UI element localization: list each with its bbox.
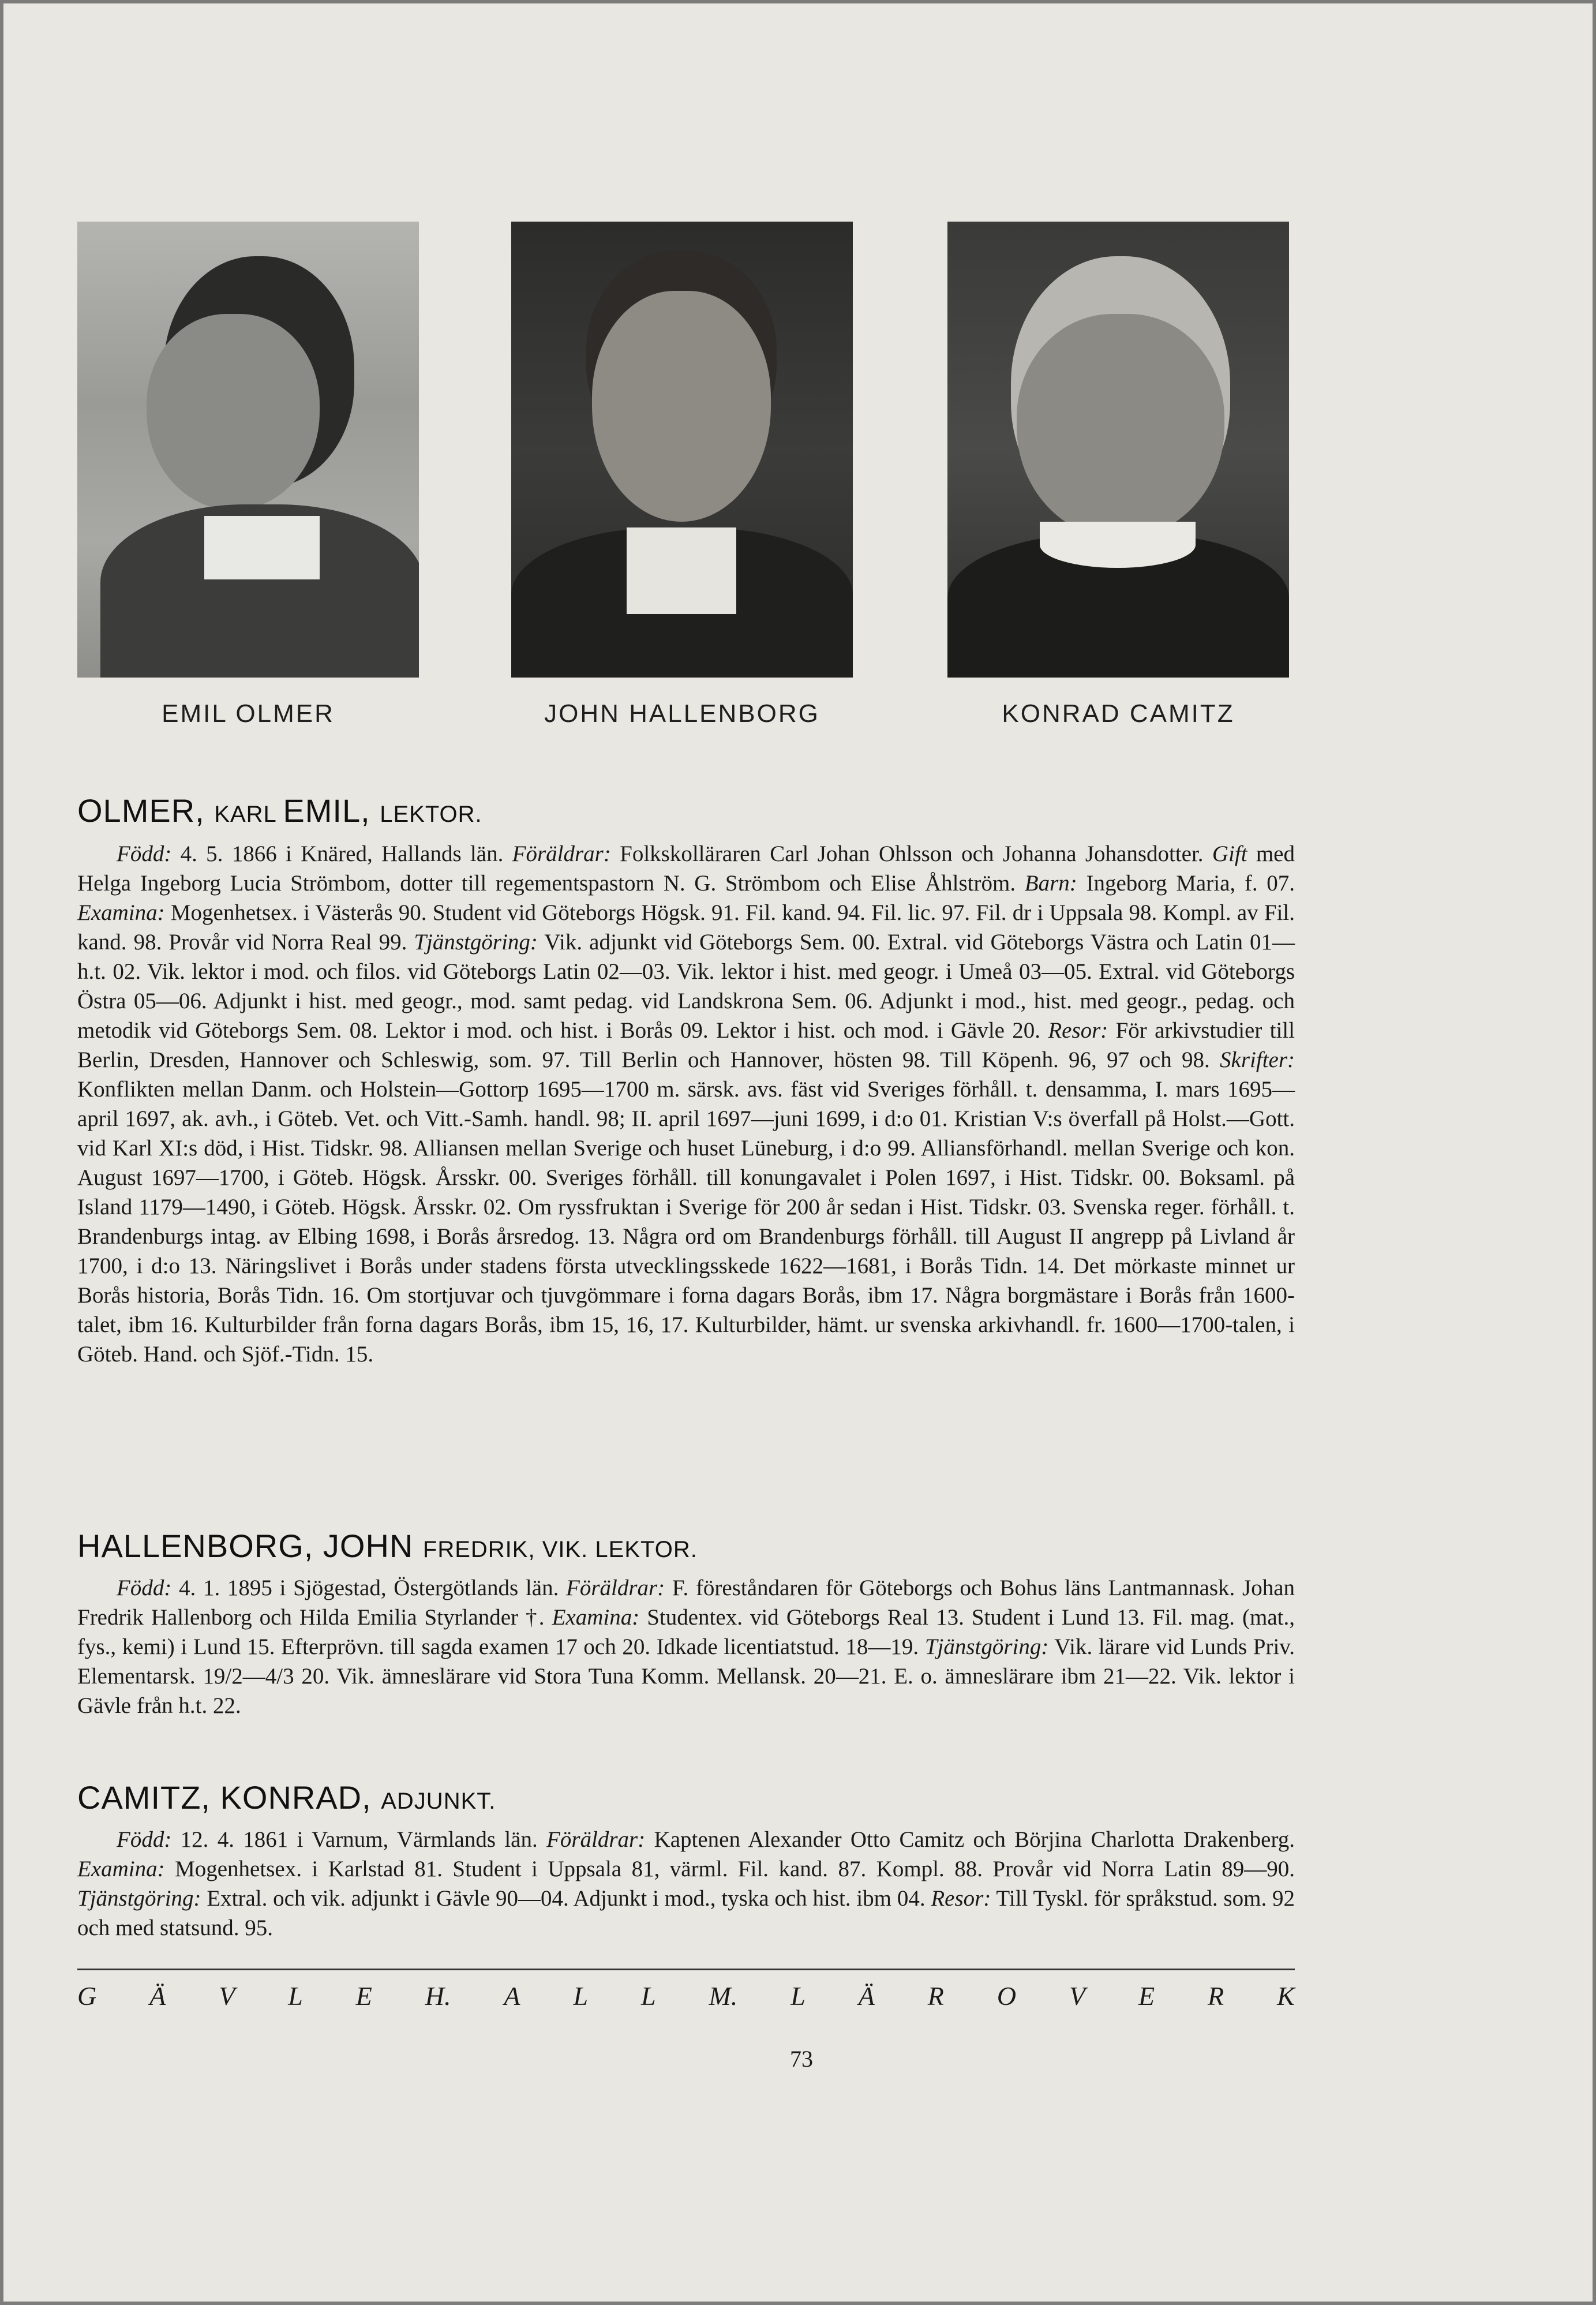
entry-body (77, 1825, 1295, 1943)
field-text: Vik. adjunkt vid Göteborgs Sem. 00. Extral. vid Göteborgs Västra och Latin 01—h.t. 02. Vik. lektor i mod. och filos. vid Göteborgs Latin 02—03. Vik. lektor i hist. med geogr. i Umeå 03—05. Extral. vid Göteborgs Östra 05—06. Adjunkt i hist. med geogr., mod. samt pedag. vid Landskrona Sem. 06. Adjunkt i mod., hist. med geogr., pedag. och metodik vid Göteborgs Sem. 08. Lektor i mod. och hist. i Borås 09. Lektor i hist. och mod. i Gävle 20. (77, 930, 1295, 1043)
field-label: Tjänstgöring: (924, 1634, 1049, 1659)
field-label: Skrifter: (1220, 1047, 1295, 1072)
field-label: Född: (117, 1576, 172, 1600)
footer-letter: O (996, 1981, 1017, 2011)
footer-letter: M. (709, 1981, 738, 2011)
footer-letter: E (355, 1981, 372, 2011)
field-text: 4. 5. 1866 i Knäred, Hallands län. (171, 841, 512, 866)
footer-letter: L (640, 1981, 656, 2011)
footer-letter: A (504, 1981, 520, 2011)
portrait-photo-camitz (947, 222, 1289, 678)
entry-body (77, 1573, 1295, 1720)
field-label: Tjänstgöring: (414, 930, 538, 955)
field-text: Kaptenen Alexander Otto Camitz och Börjina Charlotta Drakenberg. (645, 1827, 1295, 1852)
field-text: Till Tyskl. för språkstud. som. 92 och med statsund. 95. (77, 1886, 1295, 1940)
field-text: Vik. lärare vid Lunds Priv. Elementarsk. 19/2—4/3 20. Vik. ämneslärare vid Stora Tuna Komm. Mellansk. 20—21. E. o. ämneslärare ibm 21—22. Vik. lektor i Gävle från h.t. 22. (77, 1634, 1295, 1718)
field-label: Föräldrar: (566, 1576, 665, 1600)
field-text: F. föreståndaren för Göteborgs och Bohus läns Lantmannask. Johan Fredrik Hallenborg och Hilda Emilia Styrlander †. (77, 1576, 1295, 1630)
field-text: Studentex. vid Göteborgs Real 13. Student i Lund 13. Fil. mag. (mat., fys., kemi) i Lund 15. Efterprövn. till sagda examen 17 och 20. Idkade licentiatstud. 18—19. (77, 1605, 1295, 1659)
footer-letter: V (1069, 1981, 1086, 2011)
field-label: Föräldrar: (512, 841, 611, 866)
footer-letter: K (1277, 1981, 1295, 2011)
footer-letter: L (573, 1981, 589, 2011)
field-text: Extral. och vik. adjunkt i Gävle 90—04. Adjunkt i mod., tyska och hist. ibm 04. (201, 1886, 931, 1911)
field-text: Folkskolläraren Carl Johan Ohlsson och Johanna Johansdotter. (610, 841, 1212, 866)
field-label: Barn: (1024, 871, 1077, 896)
field-label: Född: (117, 841, 172, 866)
field-text: 4. 1. 1895 i Sjögestad, Östergötlands län. (171, 1576, 567, 1600)
footer-letter: H. (425, 1981, 451, 2011)
entry-body (77, 839, 1295, 1369)
field-label: Examina: (77, 1857, 165, 1881)
photo-caption: JOHN HALLENBORG (544, 699, 820, 728)
photo-caption: EMIL OLMER (162, 699, 335, 728)
portrait-photo-olmer (77, 222, 419, 678)
running-footer (77, 1981, 1295, 2011)
footer-letter: Ä (858, 1981, 875, 2011)
portrait-photo-hallenborg (511, 222, 853, 678)
footer-rule (77, 1969, 1295, 1970)
entry-heading: HALLENBORG, JOHN FREDRIK, VIK. LEKTOR. (77, 1528, 698, 1564)
field-text: För arkivstudier till Berlin, Dresden, Hannover och Schleswig, som. 97. Till Berlin och Hannover, hösten 98. Till Köpenh. 96, 97 och 98. (77, 1018, 1295, 1072)
footer-letter: V (219, 1981, 235, 2011)
footer-letter: L (790, 1981, 806, 2011)
field-label: Examina: (552, 1605, 640, 1630)
page-number: 73 (790, 2046, 813, 2072)
field-label: Examina: (77, 900, 165, 925)
footer-letter: R (927, 1981, 944, 2011)
field-label: Resor: (1048, 1018, 1108, 1043)
field-label: Tjänstgöring: (77, 1886, 201, 1911)
field-label: Född: (117, 1827, 172, 1852)
entry-heading: CAMITZ, KONRAD, ADJUNKT. (77, 1779, 496, 1816)
field-text: med Helga Ingeborg Lucia Strömbom, dotter till regementspastorn N. G. Strömbom och Elise Åhlström. (77, 841, 1295, 896)
footer-letter: E (1138, 1981, 1155, 2011)
footer-letter: R (1208, 1981, 1224, 2011)
field-label: Resor: (931, 1886, 991, 1911)
field-text: Mogenhetsex. i Karlstad 81. Student i Uppsala 81, värml. Fil. kand. 87. Kompl. 88. Provår vid Norra Latin 89—90. (164, 1857, 1295, 1881)
field-label: Gift (1212, 841, 1247, 866)
footer-letter: L (288, 1981, 303, 2011)
footer-letter: G (77, 1981, 97, 2011)
field-text: Konflikten mellan Danm. och Holstein—Gottorp 1695—1700 m. särsk. avs. fäst vid Sveriges förhåll. t. densamma, I. mars 1695—april 1697, ak. avh., i Göteb. Vet. och Vitt.-Samh. handl. 98; II. april 1697—juni 1699, i d:o 01. Kristian V:s överfall på Holst.—Gott. vid Karl XI:s död, i Hist. Tidskr. 98. Alliansen mellan Sverige och huset Lüneburg, i d:o 99. Alliansförhandl. mellan Sverige och kon. August 1697—1700, i Göteb. Högsk. Årsskr. 00. Sveriges förhåll. till konungavalet i Polen 1697, i Hist. Tidskr. 00. Boksaml. på Island 1179—1490, i Göteb. Högsk. Årsskr. 02. Om ryssfruktan i Sverige för 200 år sedan i Hist. Tidskr. 03. Svenska reger. förhåll. t. Brandenburgs intag. av Elbing 1698, i Borås årsredog. 13. Några ord om Brandenburgs förhåll. till August II angrepp på Livland år 1700, i d:o 13. Näringslivet i Borås under stadens första utvecklingsskede 1622—1681, i Borås Tidn. 14. Det mörkaste minnet ur Borås historia, Borås Tidn. 16. Om stortjuvar och tjuvgömmare i forna dagars Borås, ibm 17. Några borgmästare i Borås från 1600-talet, ibm 16. Kulturbilder från forna dagars Borås, ibm 15, 16, 17. Kulturbilder, hämt. ur svenska arkivhandl. fr. 1600—1700-talen, i Göteb. Hand. och Sjöf.-Tidn. 15. (77, 1077, 1295, 1367)
entry-heading: OLMER, KARL EMIL, LEKTOR. (77, 792, 482, 829)
photo-caption: KONRAD CAMITZ (1002, 699, 1235, 728)
field-text: 12. 4. 1861 i Varnum, Värmlands län. (171, 1827, 547, 1852)
field-text: Ingeborg Maria, f. 07. (1077, 871, 1295, 896)
footer-letter: Ä (149, 1981, 166, 2011)
field-text: Mogenhetsex. i Västerås 90. Student vid Göteborgs Högsk. 91. Fil. kand. 94. Fil. lic. 97. Fil. dr i Uppsala 98. Kompl. av Fil. kand. 98. Provår vid Norra Real 99. (77, 900, 1295, 955)
field-label: Föräldrar: (546, 1827, 646, 1852)
